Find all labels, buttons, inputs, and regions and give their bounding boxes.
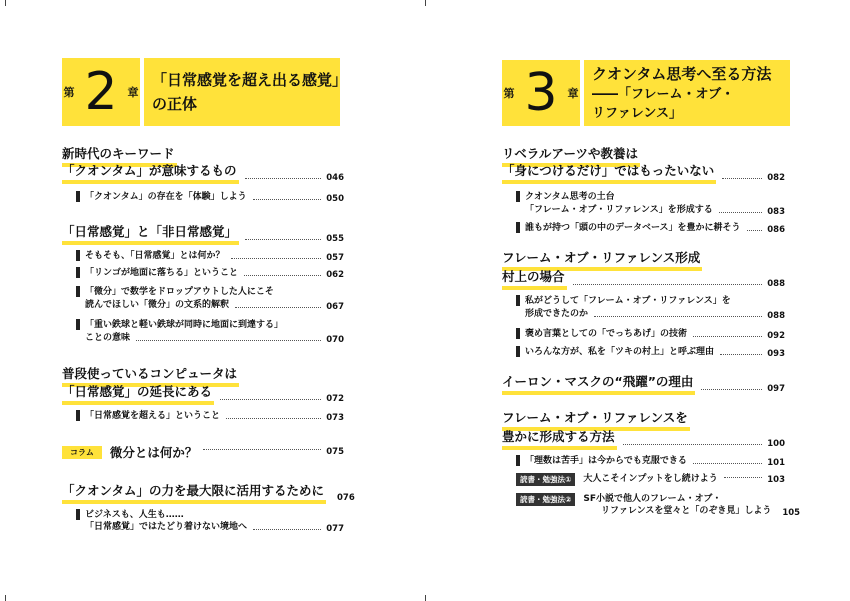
subsection-title: 褒め言葉としての「でっちあげ」の技術 bbox=[525, 329, 688, 339]
reading-study-tag: 読書・勉強法② bbox=[516, 493, 575, 506]
bullet-mark bbox=[516, 346, 520, 357]
subsection-title: 「フレーム・オブ・リファレンス」を形成する bbox=[525, 205, 713, 215]
toc-subsection[interactable] bbox=[76, 190, 344, 205]
subsection-title: SF小説で他人のフレーム・オブ・ bbox=[583, 494, 722, 504]
subsection-title: 大人こそインプットをし続けよう bbox=[583, 474, 718, 484]
subsection-title: 「重い鉄球と軽い鉄球が同時に地面に到達する」 bbox=[85, 320, 284, 330]
subsection-title: いろんな方が、私を「ツキの村上」と呼ぶ理由 bbox=[525, 347, 715, 357]
page-number: 070 bbox=[326, 335, 344, 345]
chapter-title-box bbox=[584, 60, 790, 126]
leader-dots bbox=[231, 258, 322, 259]
toc-subsection-cont[interactable] bbox=[601, 504, 801, 519]
toc-subsection-cont[interactable] bbox=[85, 298, 344, 313]
bullet-mark bbox=[516, 295, 520, 306]
section-title: 普段使っているコンピュータは bbox=[62, 366, 239, 387]
subsection-title: 形成できたのか bbox=[525, 309, 589, 319]
leader-dots bbox=[235, 307, 321, 308]
page-number: 067 bbox=[326, 302, 344, 312]
bullet-mark bbox=[76, 509, 80, 520]
chapter-title: の正体 bbox=[152, 95, 198, 113]
page-number: 093 bbox=[767, 349, 785, 359]
subsection-title: 私がどうして「フレーム・オブ・リファレンス」を bbox=[525, 296, 731, 306]
crop-mark bbox=[5, 595, 6, 601]
chapter-label: 章 bbox=[127, 86, 139, 99]
column-tag: コラム bbox=[62, 446, 102, 459]
section-title: 豊かに形成する方法 bbox=[502, 429, 617, 450]
leader-dots bbox=[245, 239, 321, 240]
toc-column[interactable] bbox=[62, 443, 344, 461]
chapter-label: 第 bbox=[63, 86, 75, 99]
page-number: 077 bbox=[326, 524, 344, 534]
bullet-mark bbox=[76, 267, 80, 278]
toc-subsection[interactable] bbox=[516, 221, 785, 236]
page-number: 057 bbox=[326, 253, 344, 263]
leader-dots bbox=[244, 275, 321, 276]
leader-dots bbox=[573, 284, 763, 285]
subsection-title: クオンタム思考の土台 bbox=[525, 192, 615, 202]
subsection-title: ことの意味 bbox=[85, 333, 131, 343]
leader-dots bbox=[701, 389, 762, 390]
subsection-title: 「日常感覚」ではたどり着けない境地へ bbox=[85, 522, 248, 532]
subsection-title: 「クオンタム」の存在を「体験」しよう bbox=[85, 192, 247, 202]
chapter-title: クオンタム思考へ至る方法 bbox=[592, 65, 772, 83]
section-title: 「クオンタム」の力を最大限に活用するために bbox=[62, 483, 326, 504]
crop-mark bbox=[5, 0, 6, 6]
page-number: 097 bbox=[767, 384, 785, 394]
toc-subsection[interactable] bbox=[76, 409, 344, 424]
page-number: 055 bbox=[326, 234, 344, 244]
subsection-title: 誰もが持つ「頭の中のデータベース」を豊かに耕そう bbox=[525, 223, 741, 233]
page-number: 100 bbox=[767, 439, 785, 449]
section-title: フレーム・オブ・リファレンスを bbox=[502, 410, 690, 431]
bullet-mark bbox=[76, 191, 80, 202]
leader-dots bbox=[722, 178, 762, 179]
section-title: 「身につけるだけ」ではもったいない bbox=[502, 163, 716, 184]
leader-dots bbox=[226, 418, 321, 419]
subsection-title: 「理数は苦手」は今からでも克服できる bbox=[525, 456, 687, 466]
leader-dots bbox=[253, 199, 322, 200]
bullet-mark bbox=[516, 191, 520, 202]
chapter-number-box bbox=[502, 60, 580, 126]
page-number: 050 bbox=[326, 194, 344, 204]
crop-mark bbox=[425, 595, 426, 601]
chapter-label: 第 bbox=[503, 87, 515, 100]
toc-subsection-cont[interactable] bbox=[85, 331, 344, 346]
toc-subsection-cont[interactable] bbox=[85, 520, 344, 535]
page-number: 088 bbox=[767, 279, 785, 289]
leader-dots bbox=[594, 316, 762, 317]
subsection-title: リファレンスを堂々と「のぞき見」しよう bbox=[601, 506, 772, 516]
leader-dots bbox=[693, 336, 762, 337]
reading-study-tag: 読書・勉強法① bbox=[516, 473, 575, 486]
leader-dots bbox=[623, 444, 763, 445]
page-number: 073 bbox=[326, 413, 344, 423]
toc-section[interactable] bbox=[62, 224, 344, 245]
section-title: イーロン・マスクの“飛躍”の理由 bbox=[502, 374, 695, 395]
leader-dots bbox=[720, 354, 762, 355]
leader-dots bbox=[136, 340, 321, 341]
chapter-title-box bbox=[144, 58, 348, 126]
toc-subsection[interactable] bbox=[76, 249, 344, 264]
page-number: 075 bbox=[326, 447, 344, 457]
toc-subsection-cont[interactable] bbox=[525, 307, 785, 322]
subsection-title: ビジネスも、人生も…… bbox=[85, 510, 184, 520]
chapter-title: 「日常感覚を超え出る感覚」 bbox=[152, 71, 348, 89]
chapter-3-header bbox=[502, 60, 790, 126]
leader-dots bbox=[203, 449, 321, 450]
page-number: 105 bbox=[782, 508, 801, 518]
page-number: 083 bbox=[767, 207, 785, 217]
page-number: 101 bbox=[767, 458, 785, 468]
toc-section[interactable] bbox=[502, 250, 785, 271]
right-page bbox=[425, 0, 850, 601]
toc-section[interactable] bbox=[502, 163, 785, 184]
page-number: 072 bbox=[326, 394, 344, 404]
section-title: フレーム・オブ・リファレンス形成 bbox=[502, 250, 702, 271]
toc-section[interactable] bbox=[502, 269, 785, 290]
toc-section[interactable] bbox=[502, 429, 785, 450]
subsection-title: 「日常感覚を超える」ということ bbox=[85, 411, 221, 421]
page-number: 062 bbox=[326, 270, 344, 280]
chapter-subtitle: ――「フレーム・オブ・ bbox=[592, 87, 735, 102]
subsection-title: 「微分」で数学をドロップアウトした人にこそ bbox=[85, 287, 274, 297]
subsection-title: そもそも、「日常感覚」とは何か？ bbox=[85, 251, 225, 261]
section-title: 村上の場合 bbox=[502, 269, 567, 290]
column-title: 微分とは何か？ bbox=[109, 445, 198, 460]
chapter-2-header bbox=[62, 58, 348, 126]
leader-dots bbox=[693, 463, 762, 464]
bullet-mark bbox=[516, 222, 520, 233]
toc-subsection[interactable] bbox=[516, 454, 785, 469]
subsection-title: 「リンゴが地面に落ちる」ということ bbox=[85, 268, 239, 278]
leader-dots bbox=[724, 477, 763, 478]
page-number: 092 bbox=[767, 331, 785, 341]
chapter-number: 3 bbox=[524, 63, 558, 123]
leader-dots bbox=[253, 529, 321, 530]
chapter-label: 章 bbox=[567, 87, 579, 100]
bullet-mark bbox=[76, 286, 80, 297]
section-title: 新時代のキーワード bbox=[62, 146, 177, 167]
leader-dots bbox=[719, 212, 763, 213]
page-number: 046 bbox=[326, 173, 344, 183]
subsection-title: 読んでほしい「微分」の文系的解釈 bbox=[85, 300, 230, 310]
toc-section[interactable] bbox=[62, 483, 355, 504]
section-title: 「日常感覚」の延長にある bbox=[62, 384, 214, 405]
chapter-number: 2 bbox=[84, 62, 118, 122]
toc-subsection-cont[interactable] bbox=[525, 203, 785, 218]
section-title: 「日常感覚」と「非日常感覚」 bbox=[62, 224, 239, 245]
page-number: 086 bbox=[767, 225, 785, 235]
bullet-mark bbox=[76, 410, 80, 421]
page-number: 088 bbox=[767, 311, 785, 321]
bullet-mark bbox=[516, 455, 520, 466]
crop-mark bbox=[425, 0, 426, 6]
toc-section[interactable] bbox=[62, 163, 344, 184]
toc-section[interactable] bbox=[502, 374, 785, 395]
leader-dots bbox=[220, 399, 321, 400]
leader-dots bbox=[747, 230, 763, 231]
toc-section[interactable] bbox=[502, 410, 785, 431]
leader-dots bbox=[245, 178, 322, 179]
toc-section[interactable] bbox=[62, 384, 344, 405]
page-number: 103 bbox=[767, 474, 785, 485]
toc-subsection[interactable] bbox=[516, 345, 785, 360]
bullet-mark bbox=[76, 319, 80, 330]
chapter-subtitle: リファレンス」 bbox=[592, 106, 683, 121]
bullet-mark bbox=[76, 250, 80, 261]
chapter-number-box bbox=[62, 58, 140, 126]
page-number: 076 bbox=[337, 493, 355, 503]
bullet-mark bbox=[516, 328, 520, 339]
toc-subsection[interactable] bbox=[516, 327, 785, 342]
toc-subsection[interactable] bbox=[516, 472, 785, 487]
section-title: リベラルアーツや教養は bbox=[502, 146, 640, 167]
section-title: 「クオンタム」が意味するもの bbox=[62, 163, 239, 184]
toc-subsection[interactable] bbox=[76, 266, 344, 281]
page-number: 082 bbox=[767, 173, 785, 183]
